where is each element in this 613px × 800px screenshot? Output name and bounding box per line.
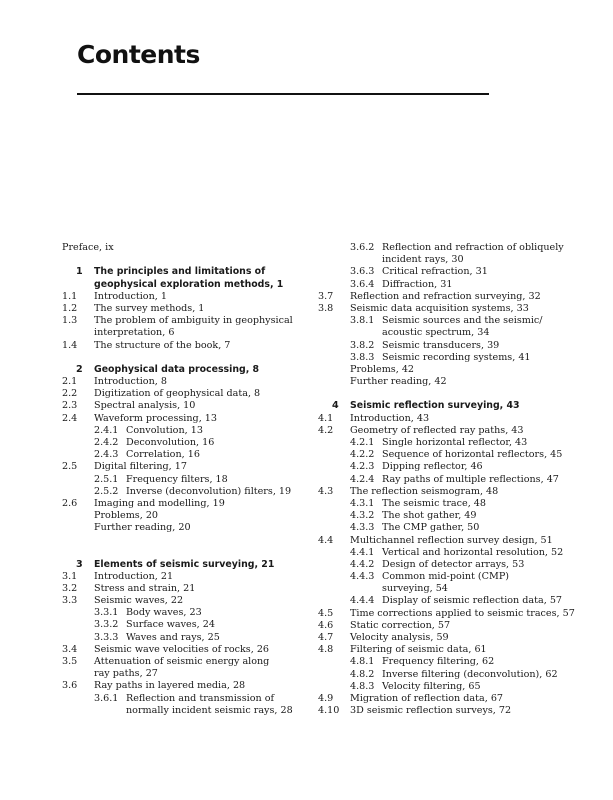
entry-title: Digitization of geophysical data, 8 [94,388,261,400]
chapter-heading [62,364,312,376]
section-number: 2.5.2 [94,485,119,497]
entry-title: Stress and strain, 21 [94,582,196,594]
entry-title: Diffraction, 31 [382,278,453,290]
toc-entry [318,656,598,668]
entry-title: Inverse filtering (deconvolution), 62 [382,668,558,680]
entry-title: Velocity filtering, 65 [382,680,481,692]
entry-title: Digital filtering, 17 [94,461,187,473]
section-number: 4.10 [318,705,340,717]
toc-entry [62,607,312,619]
section-number: 3.1 [62,570,78,582]
entry-title: Imaging and modelling, 19 [94,497,225,509]
toc-entry [318,474,598,486]
entry-title: acoustic spectrum, 34 [382,327,490,339]
toc-entry [62,388,312,400]
entry-title: Geometry of reflected ray paths, 43 [350,424,524,436]
toc-entry [62,644,312,656]
section-number: 1.1 [62,290,78,302]
toc-entry [318,510,598,522]
section-number: 2.4.2 [94,437,119,448]
toc-entry [318,315,598,327]
entry-title: Migration of reflection data, 67 [350,692,504,704]
entry-title: The CMP gather, 50 [382,522,480,534]
section-number: 4.1 [318,412,334,424]
section-number: 1.4 [62,339,78,351]
toc-entry [318,693,598,705]
section-number: 1 [76,266,83,278]
section-number: 2.6 [62,497,78,509]
section-number: 3.3.1 [94,607,119,619]
chapter-heading [318,400,598,412]
toc-entry [62,413,312,425]
entry-title: Seismic reflection surveying, 43 [350,400,520,412]
section-number: 4.8.3 [350,680,375,692]
entry-title: Static correction, 57 [350,619,451,631]
entry-title: Single horizontal reflector, 43 [382,437,528,448]
entry-title: Waves and rays, 25 [126,631,220,643]
toc-entry [318,681,598,693]
section-number: 4.5 [318,607,334,619]
toc-entry [62,693,312,705]
section-number: 2.2 [62,388,78,400]
toc-entry [62,632,312,644]
entry-title: Introduction, 1 [94,290,167,302]
entry-title: The reflection seismogram, 48 [350,485,499,497]
toc-entry [62,315,312,327]
entry-title: geophysical exploration methods, 1 [94,278,284,290]
toc-column-left [62,242,312,717]
toc-column-right [318,242,598,717]
toc-entry [318,644,598,656]
section-number: 4.2.4 [350,473,375,485]
toc-entry [318,522,598,534]
section-number: 3 [76,558,83,570]
entry-title: The seismic trace, 48 [382,497,487,509]
section-number: 3.7 [318,290,334,302]
toc-entry [318,279,598,291]
toc-entry [62,522,312,534]
toc-entry [62,583,312,595]
section-number: 4.8.1 [350,656,375,668]
section-number: 3.2 [62,582,78,594]
entry-title: Waveform processing, 13 [94,412,217,424]
section-number: 3.3.3 [94,631,119,643]
entry-title: Attenuation of seismic energy along [94,656,270,667]
entry-title: normally incident seismic rays, 28 [126,704,293,716]
entry-title: Seismic data acquisition systems, 33 [350,302,529,314]
toc-entry [318,547,598,559]
entry-title: Display of seismic reflection data, 57 [382,595,563,607]
section-number: 4.7 [318,632,334,643]
toc-entry [318,364,598,376]
section-number: 2.5 [62,461,78,473]
section-number: 4.3 [318,485,334,497]
entry-title: The survey methods, 1 [94,302,205,314]
toc-entry [62,486,312,498]
section-number: 4 [332,400,339,412]
section-number: 3.8.3 [350,351,375,363]
toc-entry [62,400,312,412]
entry-title: 3D seismic reflection surveys, 72 [350,705,512,717]
toc-entry [318,340,598,352]
entry-title: Common mid-point (CMP) [382,571,510,583]
section-number: 1.3 [62,315,78,327]
chapter-heading [62,266,312,278]
toc-entry [318,705,598,717]
section-number: 3.6.4 [350,278,375,290]
section-number: 4.4 [318,534,334,546]
toc-entry [318,376,598,388]
entry-title: Body waves, 23 [126,607,202,619]
section-number: 3.3.2 [94,619,119,631]
toc-entry [62,376,312,388]
entry-title: Seismic recording systems, 41 [382,351,531,363]
entry-title: Seismic transducers, 39 [382,339,500,351]
section-number: 4.4.1 [350,546,375,558]
toc-entry [318,266,598,278]
toc-entry [318,413,598,425]
entry-title: Elements of seismic surveying, 21 [94,558,275,570]
section-number: 3.8 [318,302,334,314]
toc-entry [62,242,312,254]
toc-entry [318,291,598,303]
section-number: 4.8 [318,644,334,656]
section-number: 3.6.3 [350,266,375,278]
toc-entry [318,303,598,315]
entry-title: Convolution, 13 [126,424,203,436]
section-number: 3.8.2 [350,339,375,351]
toc-entry [62,449,312,461]
entry-title: Problems, 42 [350,363,415,375]
toc-entry [62,461,312,473]
toc-entry [318,437,598,449]
entry-title: The problem of ambiguity in geophysical [94,315,293,327]
toc-entry [318,449,598,461]
entry-title: Inverse (deconvolution) filters, 19 [126,485,292,497]
entry-title: Filtering of seismic data, 61 [350,644,487,656]
entry-title: Sequence of horizontal reflectors, 45 [382,449,563,461]
section-number: 4.8.2 [350,668,375,680]
entry-title: surveying, 54 [382,583,448,595]
section-number: 4.9 [318,692,334,704]
entry-title: Ray paths in layered media, 28 [94,680,246,692]
entry-title: Multichannel reflection survey design, 51 [350,534,553,546]
section-number: 3.6 [62,680,78,692]
entry-title: incident rays, 30 [382,254,464,266]
toc-entry [62,327,312,339]
entry-title: Further reading, 42 [350,376,447,388]
entry-title: Seismic waves, 22 [94,595,184,607]
entry-title: Time corrections applied to seismic traces, 57 [350,607,575,619]
section-number: 4.2.1 [350,437,375,448]
toc-entry [318,535,598,547]
section-number: 2.4 [62,412,78,424]
entry-title: Frequency filters, 18 [126,473,228,485]
toc-entry [318,498,598,510]
toc-entry [318,632,598,644]
toc-entry [62,474,312,486]
toc-entry [318,620,598,632]
toc-entry [62,619,312,631]
toc-entry [318,327,598,339]
entry-title: Deconvolution, 16 [126,437,215,448]
entry-title: Reflection and refraction surveying, 32 [350,290,541,302]
entry-title: Preface, ix [62,242,114,253]
entry-title: Problems, 20 [94,510,159,522]
section-number: 3.4 [62,643,78,655]
section-number: 3.6.2 [350,242,375,253]
toc-entry [318,595,598,607]
section-number: 2.4.3 [94,449,119,461]
section-number: 4.3.1 [350,497,375,509]
toc-entry [318,242,598,254]
toc-entry [62,437,312,449]
toc-entry [62,680,312,692]
toc-entry [62,705,312,717]
entry-title: interpretation, 6 [94,327,175,339]
entry-title: Ray paths of multiple reflections, 47 [382,473,559,485]
entry-title: Reflection and refraction of obliquely [382,242,564,253]
entry-title: The principles and limitations of [94,266,266,278]
toc-entry [62,303,312,315]
section-number: 4.4.2 [350,558,375,570]
entry-title: ray paths, 27 [94,668,158,680]
section-number: 2.4.1 [94,424,119,436]
section-number: 4.4.3 [350,571,375,583]
entry-title: Velocity analysis, 59 [350,632,449,643]
section-number: 1.2 [62,302,78,314]
toc-entry [62,498,312,510]
section-number: 3.3 [62,595,78,607]
entry-title: Geophysical data processing, 8 [94,363,260,375]
toc-entry [62,595,312,607]
entry-title: Further reading, 20 [94,522,191,534]
entry-title: The structure of the book, 7 [94,339,231,351]
toc-entry [318,425,598,437]
section-number: 2.1 [62,376,78,388]
entry-title: Frequency filtering, 62 [382,656,495,668]
section-number: 2.3 [62,400,78,412]
toc-entry [62,291,312,303]
toc-entry [318,352,598,364]
toc-entry [318,571,598,583]
chapter-heading [62,559,312,571]
toc-entry [318,669,598,681]
section-number: 4.3.2 [350,510,375,522]
toc-entry [318,559,598,571]
toc-entry [62,425,312,437]
section-number: 3.8.1 [350,315,375,327]
title-rule [77,93,489,95]
section-number: 4.2 [318,424,334,436]
entry-title: Seismic wave velocities of rocks, 26 [94,643,270,655]
entry-title: Vertical and horizontal resolution, 52 [382,546,564,558]
section-number: 4.4.4 [350,595,375,607]
section-number: 3.6.1 [94,692,119,704]
section-number: 4.3.3 [350,522,375,534]
entry-title: Reflection and transmission of [126,692,275,704]
toc-entry [62,340,312,352]
entry-title: Dipping reflector, 46 [382,461,483,473]
entry-title: Introduction, 21 [94,570,174,582]
section-number: 4.2.3 [350,461,375,473]
toc-entry [318,486,598,498]
entry-title: Introduction, 8 [94,376,167,388]
toc-entry [318,608,598,620]
section-number: 3.5 [62,656,78,667]
toc-entry [62,510,312,522]
entry-title: Spectral analysis, 10 [94,400,196,412]
entry-title: Design of detector arrays, 53 [382,558,525,570]
section-number: 4.2.2 [350,449,375,461]
section-number: 4.6 [318,619,334,631]
entry-title: Correlation, 16 [126,449,200,461]
entry-title: Critical refraction, 31 [382,266,488,278]
section-number: 2 [76,363,83,375]
entry-title: Surface waves, 24 [126,619,215,631]
toc-entry [62,668,312,680]
entry-title: The shot gather, 49 [382,510,477,522]
entry-title: Seismic sources and the seismic/ [382,315,543,327]
toc-entry [62,656,312,668]
section-number: 2.5.1 [94,473,119,485]
toc-entry [318,583,598,595]
page-title: Contents [77,40,200,69]
entry-title: Introduction, 43 [350,412,430,424]
toc-entry [62,571,312,583]
toc-entry [318,461,598,473]
toc-entry [62,279,312,291]
toc-entry [318,254,598,266]
